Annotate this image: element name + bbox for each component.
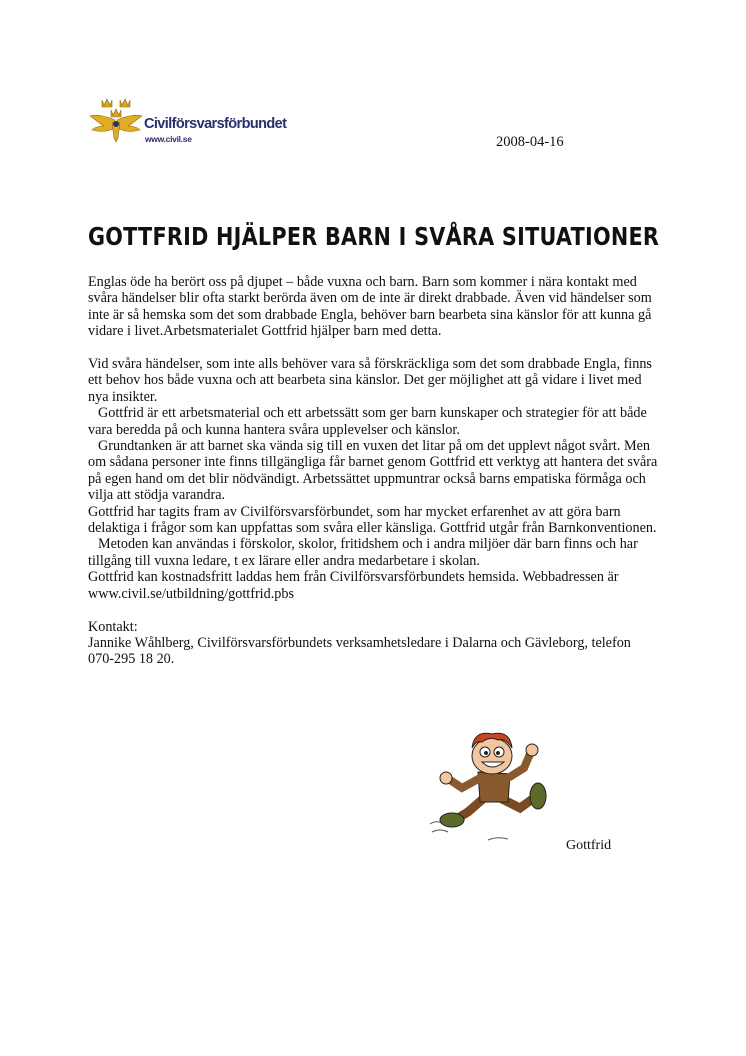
contact-label: Kontakt: bbox=[88, 618, 138, 635]
paragraph: Metoden kan användas i förskolor, skolor, fritidshem och i andra miljöer där barn finns och har tillgång till vuxna ledare, t ex lärare eller andra medarbetare i skolan. bbox=[88, 536, 638, 569]
paragraph: Vid svåra händelser, som inte alls behöver vara så förskräckliga som det som drabbade Engla, finns ett behov hos både vuxna och att bearbeta sina känslor. Det ger möjlighet att gå vidare i livet med nya insikter. bbox=[88, 356, 652, 405]
document-date: 2008-04-16 bbox=[496, 134, 564, 150]
org-url: www.civil.se bbox=[145, 134, 192, 144]
article-body bbox=[88, 274, 660, 668]
paragraph: Gottfrid kan kostnadsfritt laddas hem från Civilförsvarsförbundets hemsida. Webbadressen är www.civil.se/utbildning/gottfrid.pbs bbox=[88, 569, 619, 602]
page-title: GOTTFRID HJÄLPER BARN I SVÅRA SITUATIONER bbox=[88, 222, 660, 251]
crowns-emblem-icon bbox=[88, 96, 144, 144]
paragraph: Gottfrid är ett arbetsmaterial och ett arbetssätt som ger barn kunskaper och strategier för att både vara beredda på och kunna hantera svåra upplevelser och känslor. bbox=[88, 405, 647, 438]
paragraph: Grundtanken är att barnet ska vända sig till en vuxen det litar på om det upplevt något svårt. Men om sådana personer inte finns tillgängliga får barnet genom Gottfrid ett verktyg att hantera det svåra på egen hand om det blir nödvändigt. Arbetssättet uppmuntrar också barns empatiska förmåga och vilja att stödja varandra. bbox=[88, 438, 658, 504]
org-name: Civilförsvarsförbundet bbox=[144, 116, 287, 132]
contact-text: Jannike Wåhlberg, Civilförsvarsförbundets verksamhetsledare i Dalarna och Gävleborg, telefon 070-295 18 20. bbox=[88, 634, 631, 668]
paragraph: Englas öde ha berört oss på djupet – både vuxna och barn. Barn som kommer i nära kontakt med svåra händelser blir ofta starkt berörda även om de inte är direkt drabbade. Även vid händelser som inte är så hemska som det som drabbade Engla, behöver barn bearbeta sina känslor för att kunna gå vidare i livet.Arbetsmaterialet Gottfrid hjälper barn med detta. bbox=[88, 274, 652, 340]
org-logo bbox=[88, 96, 287, 152]
gottfrid-character-icon bbox=[428, 728, 556, 844]
illustration-caption: Gottfrid bbox=[566, 838, 612, 853]
paragraph: Gottfrid har tagits fram av Civilförsvarsförbundet, som har mycket erfarenhet av att göra barn delaktiga i frågor som kan uppfattas som svåra eller känsliga. Gottfrid utgår från Barnkonventionen. bbox=[88, 503, 657, 537]
